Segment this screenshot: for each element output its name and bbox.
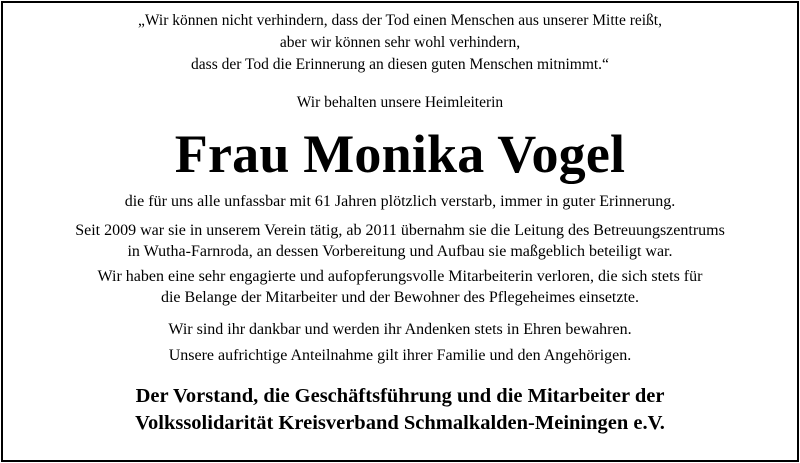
paragraph: [0, 191, 800, 212]
paragraph: [0, 345, 800, 366]
quote-line: dass der Tod die Erinnerung an diesen guten Menschen mitnimmt.“: [191, 56, 609, 73]
paragraph: [0, 220, 800, 262]
signature-line: Der Vorstand, die Geschäftsführung und die Mitarbeiter der: [135, 385, 665, 407]
memorial-quote: [0, 10, 800, 76]
signature-block: [0, 383, 800, 437]
paragraph-line: Wir haben eine sehr engagierte und aufopferungsvolle Mitarbeiterin verloren, die sich stets für: [97, 268, 703, 285]
paragraph-line: die Belange der Mitarbeiter und der Bewohner des Pflegeheimes einsetzte.: [160, 289, 640, 306]
paragraph-line: Wir sind ihr dankbar und werden ihr Andenken stets in Ehren bewahren.: [168, 321, 632, 338]
quote-line: „Wir können nicht verhindern, dass der Tod einen Menschen aus unserer Mitte reißt,: [138, 12, 662, 29]
paragraph-line: Seit 2009 war sie in unserem Verein tätig, ab 2011 übernahm sie die Leitung des Betreuungszentrums: [75, 222, 725, 239]
paragraph-line: Unsere aufrichtige Anteilnahme gilt ihrer Familie und den Angehörigen.: [168, 347, 632, 364]
paragraph-line: in Wutha-Farnroda, an dessen Vorbereitung und Aufbau sie maßgeblich beteiligt war.: [127, 243, 673, 260]
deceased-name: Frau Monika Vogel: [174, 124, 626, 184]
intro-text: Wir behalten unsere Heimleiterin: [296, 94, 504, 111]
paragraph: [0, 319, 800, 340]
quote-line: aber wir können sehr wohl verhindern,: [279, 34, 521, 51]
signature-line: Volkssolidarität Kreisverband Schmalkalden-Meiningen e.V.: [135, 412, 665, 434]
paragraph: [0, 266, 800, 308]
paragraph-line: die für uns alle unfassbar mit 61 Jahren plötzlich verstarb, immer in guter Erinnerung.: [124, 193, 676, 210]
